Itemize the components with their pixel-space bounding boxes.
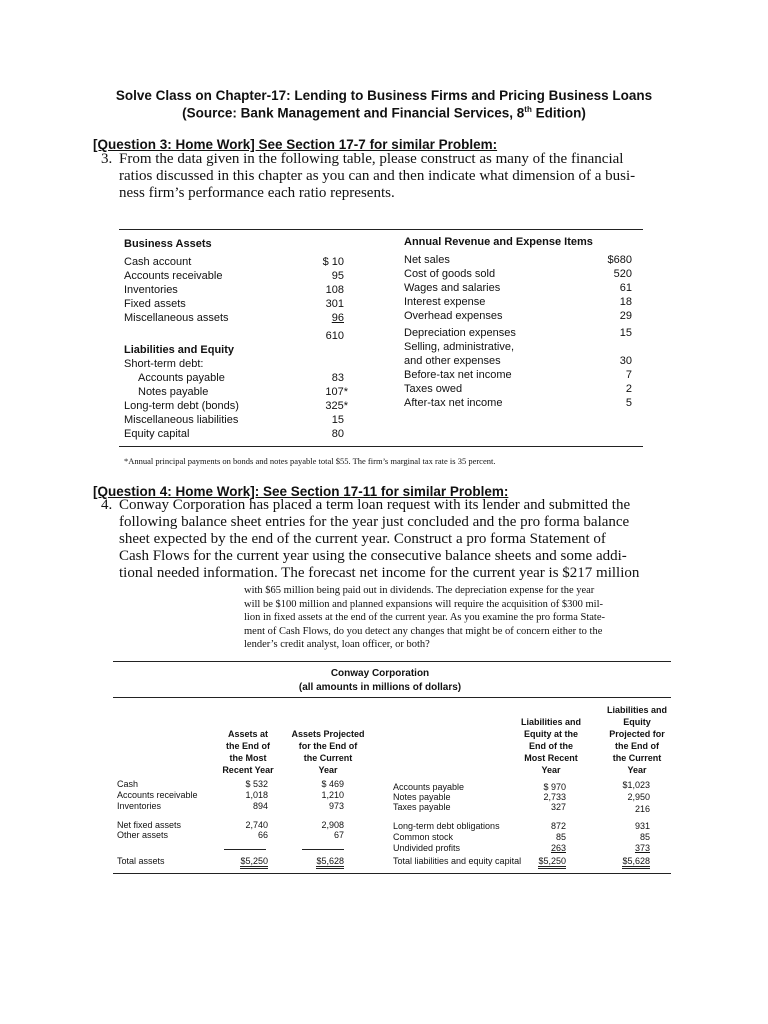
liability-row-recent: 2,733	[543, 792, 566, 802]
asset-row-label: Other assets	[117, 830, 169, 840]
asset-label: Inventories	[124, 284, 178, 296]
source-superscript: th	[524, 105, 532, 114]
short-term-debt-label: Short-term debt:	[124, 358, 204, 370]
asset-row-recent: 1,018	[245, 790, 268, 800]
header-line: Assets Projected	[291, 729, 365, 739]
header-line: Year	[627, 765, 647, 775]
source-line	[0, 105, 768, 121]
total-assets-label: Total assets	[117, 856, 165, 866]
header-line: Liabilities and	[606, 705, 667, 715]
header-line: Assets at	[227, 729, 269, 739]
revenue-label: Selling, administrative,	[404, 341, 515, 353]
asset-value: 95	[331, 270, 344, 282]
liability-row-label: Common stock	[393, 832, 454, 842]
subtotal-rule	[302, 849, 344, 850]
liability-row-projected: 931	[634, 821, 650, 831]
liability-row-recent	[516, 843, 566, 853]
asset-label: Miscellaneous assets	[124, 312, 229, 324]
table-1-footnote: *Annual principal payments on bonds and notes payable total $55. The firm’s marginal tax rate is 35 percent.	[124, 456, 496, 466]
asset-value: 108	[325, 284, 344, 296]
asset-row-label: Inventories	[117, 801, 162, 811]
column-header-assets-projected	[288, 728, 368, 776]
header-line: Equity at the	[523, 729, 578, 739]
liability-row-label: Undivided profits	[393, 843, 461, 853]
table-2-title: Conway Corporation	[330, 668, 430, 679]
asset-row-recent: 2,740	[245, 820, 268, 830]
question-4-line: tional needed information. The forecast net income for the current year is $217 million	[119, 565, 640, 581]
column-header-liabilities-recent	[510, 716, 592, 776]
revenue-value: 520	[613, 268, 632, 280]
asset-value: 301	[325, 298, 344, 310]
total-assets-recent	[212, 856, 268, 866]
table-2-subtitle: (all amounts in millions of dollars)	[298, 682, 462, 693]
question-3-line: ness firm’s performance each ratio represents.	[119, 185, 395, 201]
header-line: the End of	[226, 741, 270, 751]
revenue-label: Depreciation expenses	[404, 327, 516, 339]
asset-row-projected: 67	[333, 830, 344, 840]
liability-row-recent: 872	[550, 821, 566, 831]
liability-row-label: Accounts payable	[393, 782, 465, 792]
header-line: Year	[541, 765, 561, 775]
total-value: $5,250	[538, 856, 566, 869]
revenue-label: Overhead expenses	[404, 310, 503, 322]
liability-row-projected: $1,023	[622, 780, 650, 790]
table-1-top-rule	[119, 229, 643, 230]
liability-row-projected: 85	[639, 832, 650, 842]
liability-row-projected: 216	[634, 804, 650, 814]
total-liabilities-recent	[516, 856, 566, 866]
question-4-line: Cash Flows for the current year using the consecutive balance sheets and some addi-	[119, 548, 627, 564]
liabilities-heading: Liabilities and Equity	[124, 344, 235, 356]
asset-label: Fixed assets	[124, 298, 186, 310]
question-3-number: 3.	[101, 151, 113, 167]
question-3-text	[119, 151, 679, 202]
revenue-value: 18	[619, 296, 632, 308]
asset-row-label: Accounts receivable	[117, 790, 198, 800]
subtotal-rule	[224, 849, 266, 850]
revenue-value: 61	[619, 282, 632, 294]
asset-row-recent: 894	[252, 801, 268, 811]
header-line: the End of	[615, 741, 659, 751]
asset-row-recent: 66	[257, 830, 268, 840]
table-2-bottom-rule	[113, 873, 671, 874]
total-liabilities-label: Total liabilities and equity capital	[393, 856, 522, 866]
header-line: Recent Year	[222, 765, 274, 775]
revenue-value: 30	[619, 355, 632, 367]
total-assets-projected	[288, 856, 344, 866]
question-3-line: ratios discussed in this chapter as you can and then indicate what dimension of a busi-	[119, 168, 636, 184]
question-4-heading: [Question 4: Home Work]: See Section 17-11 for similar Problem:	[93, 484, 509, 499]
assets-heading: Business Assets	[124, 238, 212, 250]
question-4-line: following balance sheet entries for the year just concluded and the pro forma balance	[119, 514, 630, 530]
asset-row-projected: 2,908	[321, 820, 344, 830]
underlined-value: 263	[550, 843, 566, 853]
total-value: $5,250	[240, 856, 268, 869]
header-line: Projected for	[609, 729, 665, 739]
revenue-value: 29	[619, 310, 632, 322]
revenue-label: Interest expense	[404, 296, 486, 308]
underlined-value: 373	[634, 843, 650, 853]
liability-row-label: Taxes payable	[393, 802, 451, 812]
question-4-continuation	[244, 584, 605, 652]
asset-row-label: Net fixed assets	[117, 820, 182, 830]
header-line: the Current	[612, 753, 662, 763]
continuation-line: will be $100 million and planned expansions will require the acquisition of $300 mil-	[244, 598, 603, 610]
revenue-label: Wages and salaries	[404, 282, 501, 294]
liability-value: 107*	[325, 386, 348, 398]
revenue-label: After-tax net income	[404, 397, 503, 409]
continuation-line: lender’s credit analyst, loan officer, or both?	[244, 639, 430, 650]
revenue-label: Taxes owed	[404, 383, 463, 395]
revenue-value: 15	[619, 327, 632, 339]
header-line: the Most	[229, 753, 267, 763]
question-3-line: From the data given in the following table, please construct as many of the financial	[119, 151, 624, 167]
question-4-line: sheet expected by the end of the current year. Construct a pro forma Statement of	[119, 531, 606, 547]
liability-label: Long-term debt (bonds)	[124, 400, 239, 412]
question-4-text	[119, 497, 679, 582]
liability-row-projected	[600, 843, 650, 853]
asset-value	[284, 312, 344, 324]
continuation-line: with $65 million being paid out in dividends. The depreciation expense for the year	[244, 585, 595, 596]
table-1-bottom-rule	[119, 446, 643, 447]
revenue-label: and other expenses	[404, 355, 501, 367]
liability-value: 15	[331, 414, 344, 426]
question-4-number: 4.	[101, 497, 113, 513]
asset-label: Cash account	[124, 256, 192, 268]
asset-row-projected: 973	[328, 801, 344, 811]
assets-total: 610	[325, 330, 344, 342]
liability-label: Accounts payable	[138, 372, 225, 384]
revenue-value: 2	[625, 383, 632, 395]
liability-value: 80	[331, 428, 344, 440]
asset-value-underlined: 96	[331, 312, 344, 324]
liability-row-recent: 85	[555, 832, 566, 842]
source-text-end: Edition)	[531, 105, 586, 121]
question-4-line: Conway Corporation has placed a term loan request with its lender and submitted the	[119, 497, 631, 513]
revenue-value: $680	[607, 254, 632, 266]
continuation-line: lion in fixed assets at the end of the current year. As you examine the pro forma State-	[244, 612, 605, 623]
header-line: the Current	[303, 753, 353, 763]
total-value: $5,628	[316, 856, 344, 869]
document-title: Solve Class on Chapter-17: Lending to Business Firms and Pricing Business Loans	[115, 88, 653, 103]
liability-row-recent: 327	[550, 802, 566, 812]
revenue-label: Cost of goods sold	[404, 268, 496, 280]
total-value: $5,628	[622, 856, 650, 869]
revenue-value: 7	[625, 369, 632, 381]
table-2-top-rule	[113, 661, 671, 662]
asset-row-projected: 1,210	[321, 790, 344, 800]
liability-value: 325*	[325, 400, 348, 412]
header-line: Year	[318, 765, 338, 775]
header-line: for the End of	[298, 741, 358, 751]
asset-row-recent: $ 532	[245, 779, 268, 789]
source-text: (Source: Bank Management and Financial Services, 8	[182, 105, 525, 121]
continuation-line: ment of Cash Flows, do you detect any changes that might be of concern either to the	[244, 625, 603, 637]
asset-row-label: Cash	[117, 779, 139, 789]
question-3-heading: [Question 3: Home Work] See Section 17-7 for similar Problem:	[93, 137, 498, 152]
header-line: Equity	[623, 717, 651, 727]
asset-label: Accounts receivable	[124, 270, 223, 282]
table-2-header-rule	[113, 697, 671, 698]
revenue-value: 5	[625, 397, 632, 409]
liability-row-recent: $ 970	[543, 782, 566, 792]
liability-row-projected: 2,950	[627, 792, 650, 802]
total-liabilities-projected	[600, 856, 650, 866]
liability-label: Notes payable	[138, 386, 209, 398]
liability-value: 83	[331, 372, 344, 384]
header-line: Most Recent	[524, 753, 578, 763]
revenue-label: Before-tax net income	[404, 369, 512, 381]
liability-row-label: Notes payable	[393, 792, 451, 802]
liability-label: Equity capital	[124, 428, 190, 440]
liability-label: Miscellaneous liabilities	[124, 414, 239, 426]
asset-row-projected: $ 469	[321, 779, 344, 789]
header-line: End of the	[529, 741, 573, 751]
liability-row-label: Long-term debt obligations	[393, 821, 500, 831]
asset-value: $ 10	[322, 256, 344, 268]
column-header-assets-recent	[212, 728, 284, 776]
revenue-label: Net sales	[404, 254, 450, 266]
header-line: Liabilities and	[520, 717, 581, 727]
revenue-heading: Annual Revenue and Expense Items	[404, 236, 593, 248]
column-header-liabilities-projected	[596, 704, 678, 776]
